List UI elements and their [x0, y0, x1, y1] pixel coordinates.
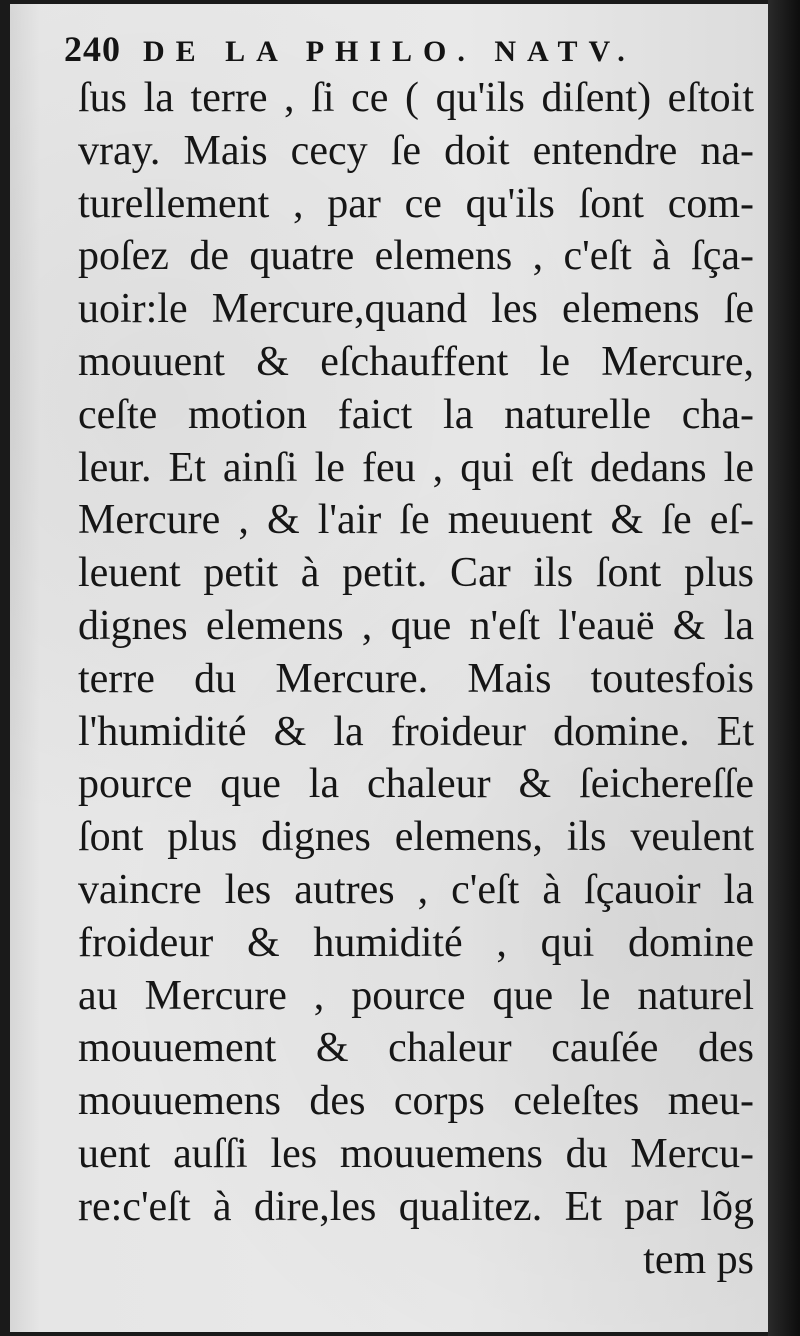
text-line: uoir:le Mercure,quand les elemens ſe: [78, 286, 754, 333]
text-line: mouuement & chaleur cauſée des: [78, 1025, 754, 1072]
text-line: terre du Mercure. Mais toutesfois: [78, 655, 754, 702]
page-number: 240: [64, 29, 121, 69]
text-line: vray. Mais cecy ſe doit entendre na-: [78, 127, 754, 174]
text-line: re:c'eſt à dire,les qualitez. Et par lõg: [78, 1183, 754, 1230]
running-title: DE LA PHILO. NATV.: [143, 35, 636, 68]
text-line: dignes elemens , que n'eſt l'eauë & la: [78, 602, 754, 649]
body-text: [78, 72, 754, 1286]
text-line: turellement , par ce qu'ils ſont com-: [78, 180, 754, 227]
text-line: froideur & humidité , qui domine: [78, 919, 754, 966]
page-edge-shadow: [768, 0, 800, 1336]
running-head: [64, 28, 754, 74]
text-line: mouuemens des corps celeſtes meu-: [78, 1078, 754, 1125]
text-line: mouuent & eſchauffent le Mercure,: [78, 338, 754, 385]
text-line: pource que la chaleur & ſeichereſſe: [78, 761, 754, 808]
text-line: au Mercure , pource que le naturel: [78, 972, 754, 1019]
text-line: ſus la terre , ſi ce ( qu'ils diſent) eſtoit: [78, 75, 754, 121]
text-line: ſont plus dignes elemens, ils veulent: [78, 814, 754, 861]
text-line: leur. Et ainſi le feu , qui eſt dedans le: [78, 444, 754, 491]
text-line: leuent petit à petit. Car ils ſont plus: [78, 550, 754, 597]
text-line: ceſte motion faict la naturelle cha-: [78, 391, 754, 438]
text-line: Mercure , & l'air ſe meuuent & ſe eſ-: [78, 497, 754, 544]
catchword: tem ps: [643, 1236, 754, 1283]
text-line: poſez de quatre elemens , c'eſt à ſça-: [78, 233, 754, 280]
text-line: uent auſſi les mouuemens du Mercu-: [78, 1130, 754, 1177]
text-line: l'humidité & la froideur domine. Et: [78, 708, 754, 755]
text-line: vaincre les autres , c'eſt à ſçauoir la: [78, 866, 754, 913]
